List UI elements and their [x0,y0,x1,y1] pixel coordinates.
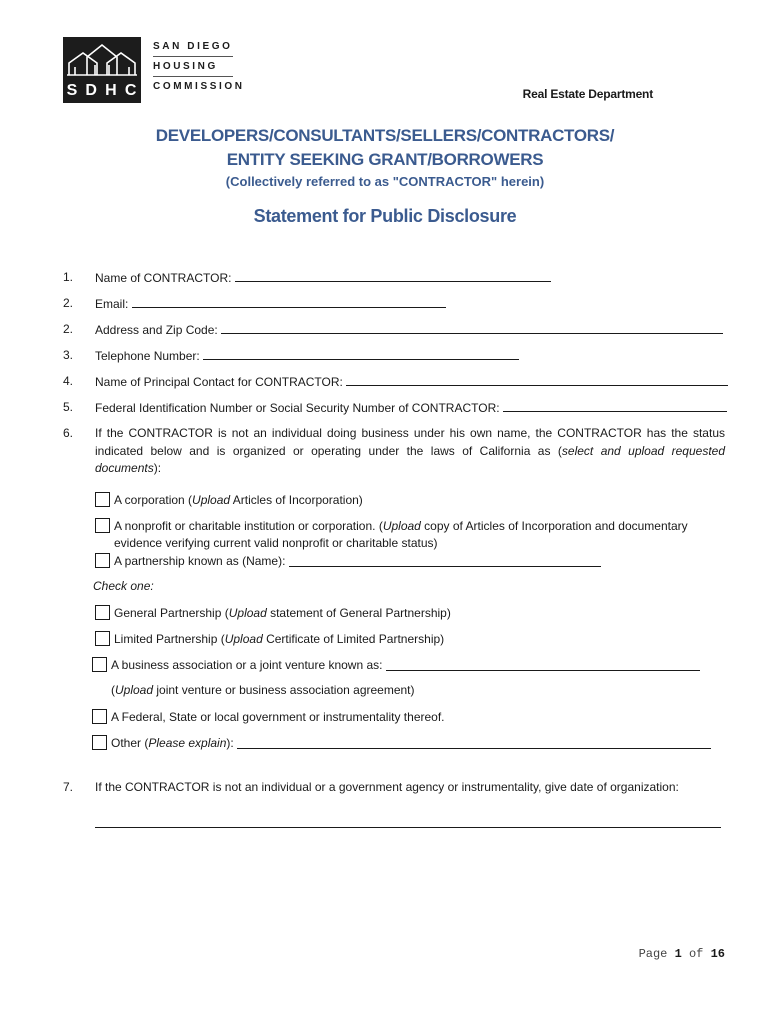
federal-id-field[interactable] [503,400,727,412]
address-field[interactable] [221,322,723,334]
item-number: 2. [63,322,74,336]
logo-wordmark [153,40,245,100]
logo-word: HOUSING [153,61,218,72]
page-number: Page 1 of 16 [638,947,725,961]
logo-word: SAN DIEGO [153,41,233,52]
telephone-field[interactable] [203,348,519,360]
logo-word: COMMISSION [153,81,245,92]
option-business-association [92,657,700,672]
option-label: Other (Please explain): [111,735,234,750]
field-label: Name of Principal Contact for CONTRACTOR: [95,375,343,389]
item6-text: ): [153,461,162,475]
association-upload-note: (Upload joint venture or business association agreement) [111,683,415,697]
business-association-checkbox[interactable] [92,657,107,672]
date-of-organization-field[interactable] [95,827,721,828]
limited-partnership-checkbox[interactable] [95,631,110,646]
logo-letters [63,82,141,100]
item-number: 2. [63,296,74,310]
government-checkbox[interactable] [92,709,107,724]
business-association-name-field[interactable] [386,659,700,671]
other-checkbox[interactable] [92,735,107,750]
logo-letter: H [105,82,118,99]
logo-letter: S [66,82,79,99]
option-label: Limited Partnership (Upload Certificate of Limited Partnership) [114,631,445,646]
option-label: A corporation (Upload Articles of Incorporation) [114,492,363,507]
document-title [0,124,770,192]
item-number: 4. [63,374,74,388]
option-label: A Federal, State or local government or instrumentality thereof. [111,709,445,724]
partnership-name-field[interactable] [289,555,601,567]
title-line: ENTITY SEEKING GRANT/BORROWERS [226,150,544,169]
title-subtitle: (Collectively referred to as "CONTRACTOR" herein) [225,174,545,189]
item6-text: If the CONTRACTOR is not an individual doing business under his own name, the CONTRACTOR has the status indicated below and is organized or operating under the laws of California as ( [95,426,725,458]
email-field[interactable] [132,296,446,308]
item-number-6: 6. [63,426,74,440]
item-number: 3. [63,348,74,362]
field-label: Name of CONTRACTOR: [95,271,232,285]
option-label: A nonprofit or charitable institution or corporation. (Upload copy of Articles of Incorporation and documentary [114,518,688,533]
nonprofit-label-continued: evidence verifying current valid nonprofit or charitable status) [114,536,438,550]
principal-contact-field[interactable] [346,374,728,386]
option-corporation [95,492,363,507]
logo-mark [63,37,141,103]
item-number: 5. [63,400,74,414]
option-label: General Partnership (Upload statement of General Partnership) [114,605,451,620]
partnership-checkbox[interactable] [95,553,110,568]
option-general-partnership [95,605,451,620]
item-number: 1. [63,270,74,284]
item-number: 7. [63,780,74,794]
item6-paragraph [95,425,725,478]
section-heading: Statement for Public Disclosure [253,206,517,226]
houses-icon [65,39,139,81]
item6-italic-text: select and upload requested documents [95,443,726,475]
option-label: A partnership known as (Name): [114,553,286,568]
field-label: Federal Identification Number or Social Security Number of CONTRACTOR: [95,401,500,415]
logo-letter: D [85,82,98,99]
option-partnership [95,553,601,568]
option-nonprofit [95,518,688,533]
contractor-name-field[interactable] [235,270,551,282]
general-partnership-checkbox[interactable] [95,605,110,620]
title-line: DEVELOPERS/CONSULTANTS/SELLERS/CONTRACTORS/ [155,126,615,145]
option-government [92,709,445,724]
corporation-checkbox[interactable] [95,492,110,507]
field-label: If the CONTRACTOR is not an individual or a government agency or instrumentality, give date of organization: [95,780,679,794]
other-explain-field[interactable] [237,737,711,749]
nonprofit-checkbox[interactable] [95,518,110,533]
sdhc-logo [63,37,243,103]
logo-divider [153,56,233,57]
field-label: Telephone Number: [95,349,200,363]
option-label: A business association or a joint venture known as: [111,657,383,672]
option-other [92,735,711,750]
logo-letter: C [124,82,138,99]
field-label: Email: [95,297,129,311]
logo-divider [153,76,233,77]
department-label: Real Estate Department [522,87,653,101]
option-limited-partnership [95,631,444,646]
field-label: Address and Zip Code: [95,323,218,337]
check-one-label: Check one: [93,579,154,593]
